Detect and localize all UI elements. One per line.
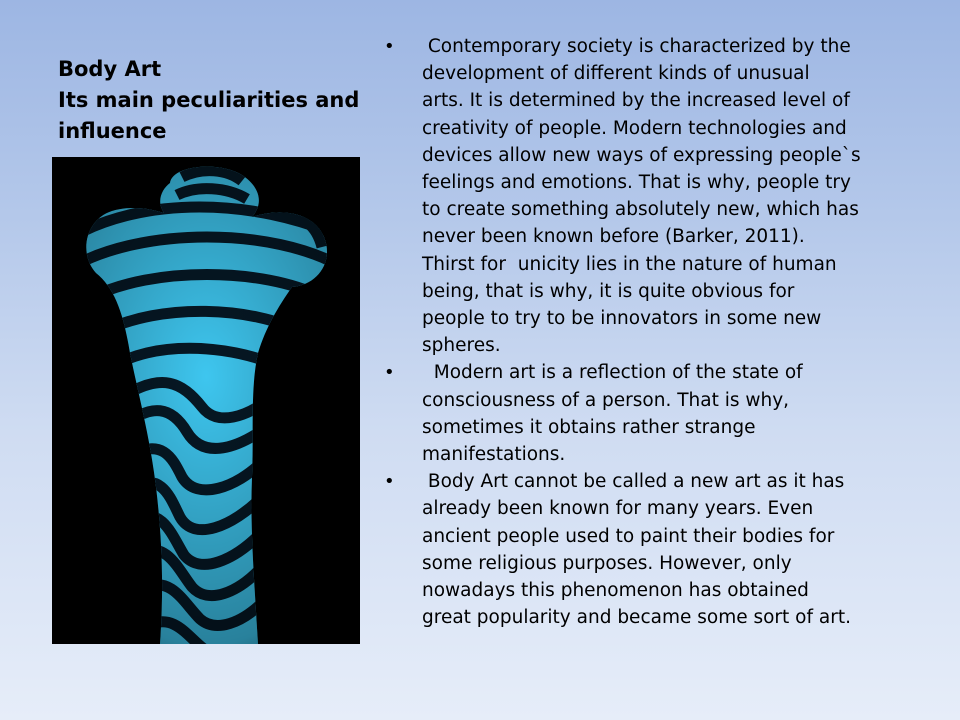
bullet-line: ancient people used to paint their bodies for	[422, 525, 835, 547]
bullet-line: to create something absolutely new, which has	[422, 199, 859, 221]
bullet-line: manifestations.	[422, 444, 566, 466]
bullet-line: some religious purposes. However, only	[422, 552, 792, 574]
bullet-list	[384, 33, 924, 631]
bullet-line: development of different kinds of unusual	[422, 63, 810, 85]
bullet-item	[384, 468, 924, 631]
bullet-line: Body Art cannot be called a new art as it has	[422, 471, 845, 493]
body-paint-photo-icon	[52, 157, 360, 644]
bullet-line: already been known for many years. Even	[422, 498, 814, 520]
bullet-line: arts. It is determined by the increased level of	[422, 90, 850, 112]
bullet-dot: •	[384, 36, 395, 57]
bullet-line: creativity of people. Modern technologies and	[422, 117, 847, 139]
title-line: Its main peculiarities and	[58, 88, 360, 112]
bullet-item	[384, 33, 924, 359]
bullet-line: Modern art is a reflection of the state of	[422, 362, 803, 384]
bullet-line: never been known before (Barker, 2011).	[422, 226, 805, 248]
bullet-dot: •	[384, 471, 395, 493]
bullet-line: consciousness of a person. That is why,	[422, 389, 790, 411]
title-line: Body Art	[58, 57, 162, 81]
body-art-photo	[52, 157, 360, 644]
bullet-line: Contemporary society is characterized by the	[422, 36, 851, 57]
bullet-line: feelings and emotions. That is why, people try	[422, 172, 851, 194]
bullet-line: devices allow new ways of expressing people`s	[422, 144, 861, 166]
bullet-line: nowadays this phenomenon has obtained	[422, 580, 809, 602]
title-line: influence	[58, 119, 167, 143]
bullet-dot: •	[384, 362, 395, 384]
bullet-line: people to try to be innovators in some new	[422, 308, 822, 330]
bullet-line: great popularity and became some sort of art.	[422, 607, 851, 629]
bullet-line: spheres.	[422, 335, 501, 357]
slide-title	[58, 54, 358, 147]
bullet-item	[384, 359, 924, 468]
bullet-line: Thirst for unicity lies in the nature of human	[422, 253, 837, 275]
bullet-line: sometimes it obtains rather strange	[422, 416, 756, 438]
bullet-line: being, that is why, it is quite obvious for	[422, 280, 795, 302]
